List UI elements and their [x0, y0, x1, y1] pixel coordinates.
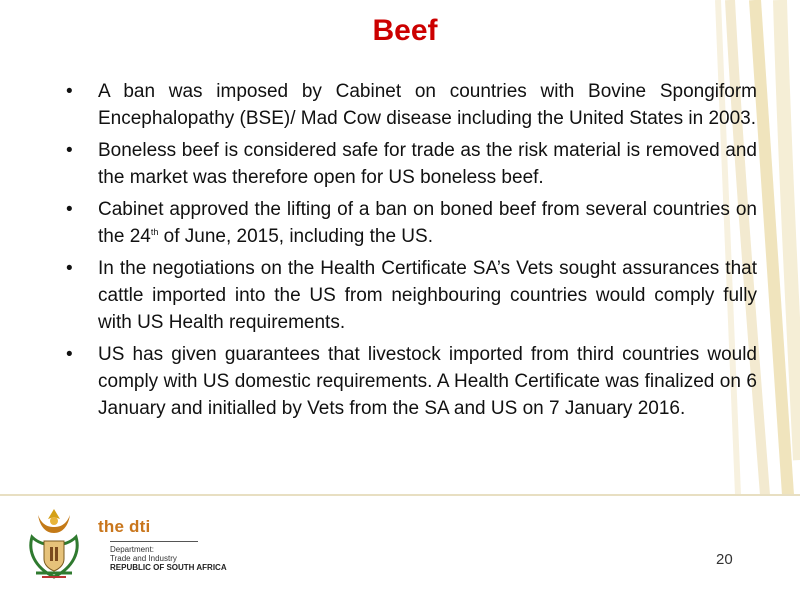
bullet-marker: •	[66, 199, 73, 220]
ordinal-suffix: th	[150, 227, 159, 237]
bullet-item	[66, 137, 757, 191]
bullet-item	[66, 78, 757, 132]
bullet-item	[66, 255, 757, 336]
dti-department	[110, 545, 177, 563]
footer-divider	[0, 494, 800, 496]
bullet-text: In the negotiations on the Health Certificate SA’s Vets sought assurances that cattle imported into the US from neighbouring countries would comply fully with US Health requirements.	[98, 258, 757, 333]
dti-brand-name: dti	[129, 517, 151, 536]
bullet-text: US has given guarantees that livestock imported from third countries would comply with US domestic requirements. A Health Certificate was finalized on 6 January and initialled by Vets from the SA and US on 7 January 2016.	[98, 344, 757, 419]
bullet-marker: •	[66, 258, 73, 279]
bullet-item	[66, 341, 757, 422]
dti-country: REPUBLIC OF SOUTH AFRICA	[110, 563, 227, 572]
dept-line-1: Department:	[110, 545, 155, 554]
bullet-marker: •	[66, 81, 73, 102]
slide-title: Beef	[372, 14, 438, 47]
bullet-text-after: of June, 2015, including the US.	[158, 226, 433, 247]
coat-of-arms-icon	[24, 507, 84, 581]
bullet-marker: •	[66, 344, 73, 365]
dti-brand-prefix: the	[98, 517, 130, 536]
bullet-text: Boneless beef is considered safe for trade as the risk material is removed and the market was therefore open for US boneless beef.	[98, 140, 757, 188]
bullet-list	[66, 78, 757, 427]
bullet-text	[98, 199, 757, 247]
dti-rule	[110, 541, 198, 542]
bullet-text: A ban was imposed by Cabinet on countries with Bovine Spongiform Encephalopathy (BSE)/ Mad Cow disease including the United States in 2003.	[98, 81, 757, 129]
bullet-text-before: Cabinet approved the lifting of a ban on boned beef from several countries on the 24	[98, 199, 757, 247]
page-number: 20	[716, 551, 733, 568]
dept-line-2: Trade and Industry	[110, 554, 177, 563]
bullet-item	[66, 196, 757, 250]
dti-brand	[98, 517, 150, 537]
bullet-marker: •	[66, 140, 73, 161]
